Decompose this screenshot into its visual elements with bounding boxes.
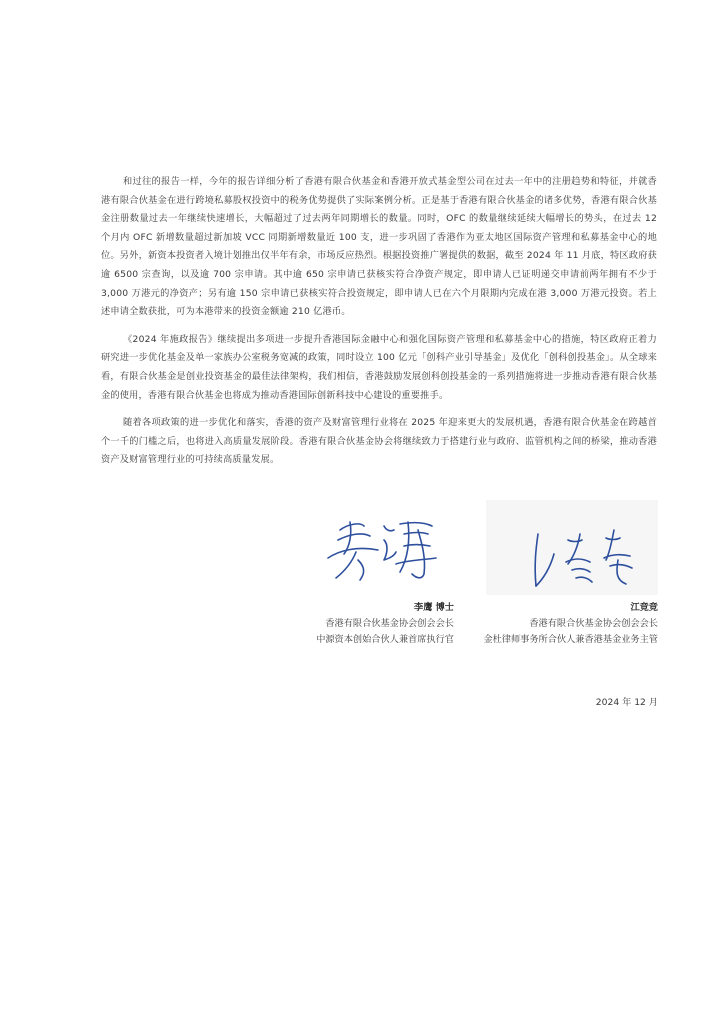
signatory-block-left	[300, 500, 454, 650]
signature-image-left	[300, 500, 454, 595]
letter-body	[101, 173, 657, 479]
paragraph-1: 和过往的报告一样，今年的报告详细分析了香港有限合伙基金和香港开放式基金型公司在过去一年中的注册趋势和特征，并就香港有限合伙基金在进行跨境私募股权投资中的税务优势提供了实际案例分析。正是基于香港有限合伙基金的诸多优势，香港有限合伙基金注册数量过去一年继续快速增长，大幅超过了过去两年同期增长的数量。同时，OFC 的数量继续延续大幅增长的势头，在过去 12 个月内 OFC 新增数量超过新加坡 VCC 同期新增数量近 100 支，进一步巩固了香港作为亚太地区国际资产管理和私募基金中心的地位。另外，新资本投资者入境计划推出仅半年有余，市场反应热烈。根据投资推广署提供的数据，截至 2024 年 11 月底，特区政府获逾 6500 宗查询，以及逾 700 宗申请。其中逾 650 宗申请已获核实符合净资产规定，即申请人已证明递交申请前两年拥有不少于 3,000 万港元的净资产；另有逾 150 宗申请已获核实符合投资规定，即申请人已在六个月限期内完成在港 3,000 万港元投资。若上述申请全数获批，可为本港带来的投资金额逾 210 亿港币。	[101, 176, 657, 318]
signature-image-right	[486, 500, 658, 595]
letter-date: 2024 年 12 月	[595, 697, 658, 708]
signatory-title: 香港有限合伙基金协会创会会长	[325, 618, 454, 629]
signatory-name: 李鹰 博士	[414, 602, 454, 613]
signatory-text-right	[483, 600, 658, 648]
signatory-title: 中源资本创始合伙人兼首席执行官	[316, 634, 454, 645]
paragraph-2: 《2024 年施政报告》继续提出多项进一步提升香港国际金融中心和强化国际资产管理和私募基金中心的措施，特区政府正着力研究进一步优化基金及单一家族办公室税务宽减的政策，同时设立 100 亿元「创科产业引导基金」及优化「创科创投基金」。从全球来看，有限合伙基金是创业投资基金的最佳法律架构，我们相信，香港鼓励发展创科创投基金的一系列措施将进一步推动香港有限合伙基金的使用，香港有限合伙基金也将成为推动香港国际创新科技中心建设的重要推手。	[101, 333, 657, 401]
signatory-name: 江竞竞	[630, 602, 658, 613]
signatory-title: 香港有限合伙基金协会创会会长	[529, 618, 658, 629]
signatory-block-right	[483, 500, 658, 650]
signatory-text-left	[316, 600, 454, 648]
paragraph-3: 随着各项政策的进一步优化和落实，香港的资产及财富管理行业将在 2025 年迎来更大的发展机遇，香港有限合伙基金在跨越首个一千的门槛之后，也将进入高质量发展阶段。香港有限合伙基金协会将继续致力于搭建行业与政府、监管机构之间的桥梁，推动香港资产及财富管理行业的可持续高质量发展。	[101, 417, 657, 466]
signatory-title: 金杜律师事务所合伙人兼香港基金业务主管	[483, 634, 658, 645]
